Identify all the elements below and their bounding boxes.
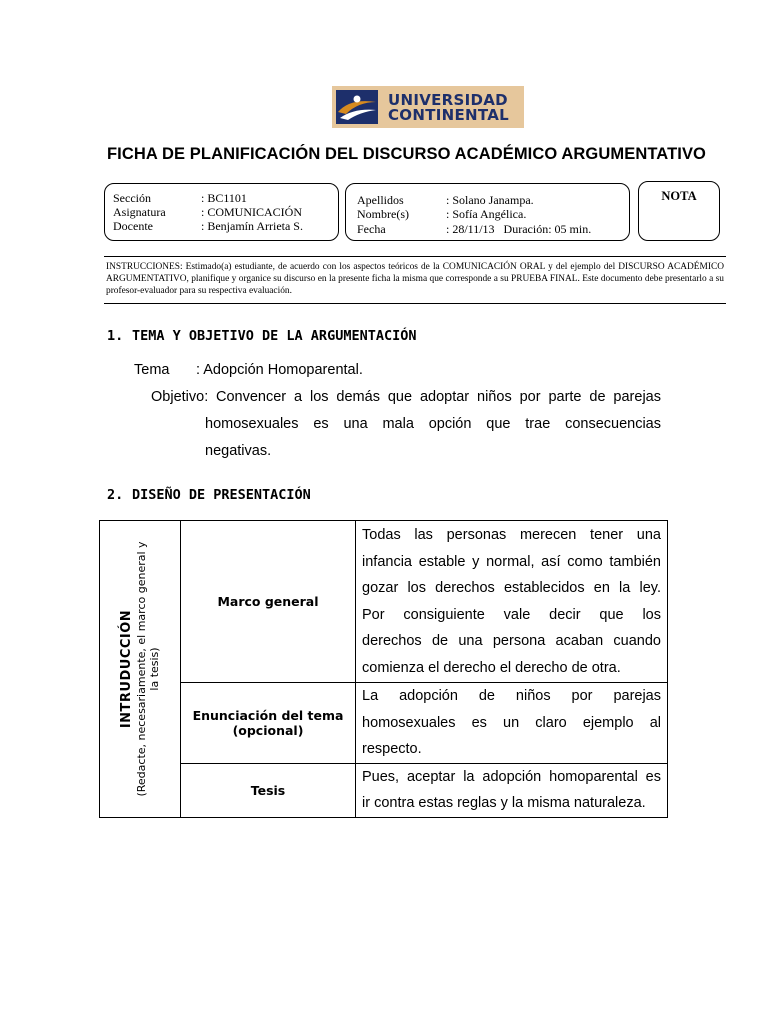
introduction-title: INTRUDUCCIÓN bbox=[119, 609, 134, 728]
student-info-label: Nombre(s) bbox=[357, 207, 409, 221]
row-label-cell bbox=[181, 763, 356, 817]
student-info-value: : 28/11/13 Duración: 05 min. bbox=[446, 222, 592, 236]
table-row bbox=[100, 521, 668, 683]
student-info-label: Apellidos bbox=[357, 193, 404, 207]
introduction-note: (Redacte, necesariamente, el marco general y bbox=[135, 541, 148, 797]
section-number: 1. bbox=[107, 328, 124, 344]
row-label: Marco general bbox=[217, 594, 319, 609]
section-1-heading bbox=[107, 328, 416, 344]
logo-text-line2: CONTINENTAL bbox=[388, 106, 510, 124]
student-info-label: Fecha bbox=[357, 222, 386, 236]
section-title: DISEÑO DE PRESENTACIÓN bbox=[132, 487, 311, 503]
objetivo-line: homosexuales es una mala opción que trae consecuencias bbox=[205, 416, 661, 432]
course-info-value: : COMUNICACIÓN bbox=[201, 205, 303, 219]
row-content-cell bbox=[356, 521, 668, 683]
row-content-cell bbox=[356, 763, 668, 817]
content-line: Pues, aceptar la adopción homoparental es bbox=[362, 768, 661, 785]
tema-value: : Adopción Homoparental. bbox=[196, 362, 363, 378]
objetivo-line: Convencer a los demás que adoptar niños por parte de parejas bbox=[216, 389, 661, 405]
row-label-cell bbox=[181, 521, 356, 683]
introduction-side-cell bbox=[100, 521, 181, 818]
logo-text-line1: UNIVERSIDAD bbox=[388, 91, 508, 109]
table-row bbox=[100, 763, 668, 817]
content-line: La adopción de niños por parejas bbox=[362, 688, 661, 704]
course-info-label: Asignatura bbox=[113, 205, 166, 219]
student-info-value: : Sofía Angélica. bbox=[446, 207, 527, 221]
introduction-side-label bbox=[119, 541, 161, 796]
introduction-note: la tesis) bbox=[148, 647, 161, 691]
content-line: Todas las personas merecen tener una bbox=[362, 527, 661, 543]
content-line: homosexuales es un claro ejemplo al bbox=[362, 714, 661, 731]
row-label: Enunciación del tema bbox=[192, 707, 344, 723]
course-info-label: Sección bbox=[113, 191, 151, 205]
student-info-box bbox=[345, 183, 630, 241]
logo-emblem-icon bbox=[336, 90, 378, 124]
row-label-cell bbox=[181, 683, 356, 764]
presentation-design-table bbox=[99, 520, 668, 818]
course-info-value: : Benjamín Arrieta S. bbox=[201, 219, 303, 233]
course-info-row bbox=[113, 191, 151, 205]
content-line: comienza el derecho el derecho de otra. bbox=[362, 659, 621, 676]
instructions-text: INSTRUCCIONES: Estimado(a) estudiante, de acuerdo con los aspectos teóricos de la COMUNICACIÓN ORAL y del ejemplo del DISCURSO ACADÉMICO ARGUMENTATIVO, planifique y organice su discurso en la presente ficha la misma que corresponde a su PRUEBA FINAL. Este documento debe presentarlo a su profesor-evaluador para su respectiva evaluación. bbox=[106, 262, 724, 296]
student-info-value: : Solano Janampa. bbox=[446, 193, 534, 207]
grade-box bbox=[638, 181, 720, 241]
content-line: gozar los derechos establecidos en la ley. bbox=[362, 580, 661, 596]
content-line: respecto. bbox=[362, 741, 422, 757]
course-info-label: Docente bbox=[113, 219, 153, 233]
table-row bbox=[100, 683, 668, 764]
grade-label: NOTA bbox=[661, 189, 697, 203]
divider-top bbox=[104, 256, 726, 257]
section-title: TEMA Y OBJETIVO DE LA ARGUMENTACIÓN bbox=[132, 328, 417, 344]
tema-label: Tema bbox=[134, 362, 170, 378]
row-label: Tesis bbox=[250, 782, 286, 798]
content-line: Por consiguiente vale decir que los bbox=[362, 606, 661, 623]
row-content-cell bbox=[356, 683, 668, 764]
divider-bottom bbox=[104, 303, 726, 304]
objetivo-line: negativas. bbox=[205, 443, 272, 459]
content-line: ir contra estas reglas y la misma naturaleza. bbox=[362, 795, 646, 811]
course-info-value: : BC1101 bbox=[201, 191, 247, 205]
objetivo-label: Objetivo: bbox=[151, 389, 209, 405]
section-2-heading bbox=[107, 487, 311, 503]
section-number: 2. bbox=[107, 487, 124, 503]
row-label-sub: (opcional) bbox=[232, 722, 304, 738]
university-logo bbox=[332, 86, 524, 128]
content-line: infancia estable y normal, así como también bbox=[362, 553, 661, 570]
content-line: derechos de una persona acaban cuando bbox=[362, 633, 661, 649]
course-info-box bbox=[104, 183, 339, 241]
document-title: FICHA DE PLANIFICACIÓN DEL DISCURSO ACADÉMICO ARGUMENTATIVO bbox=[107, 145, 706, 163]
